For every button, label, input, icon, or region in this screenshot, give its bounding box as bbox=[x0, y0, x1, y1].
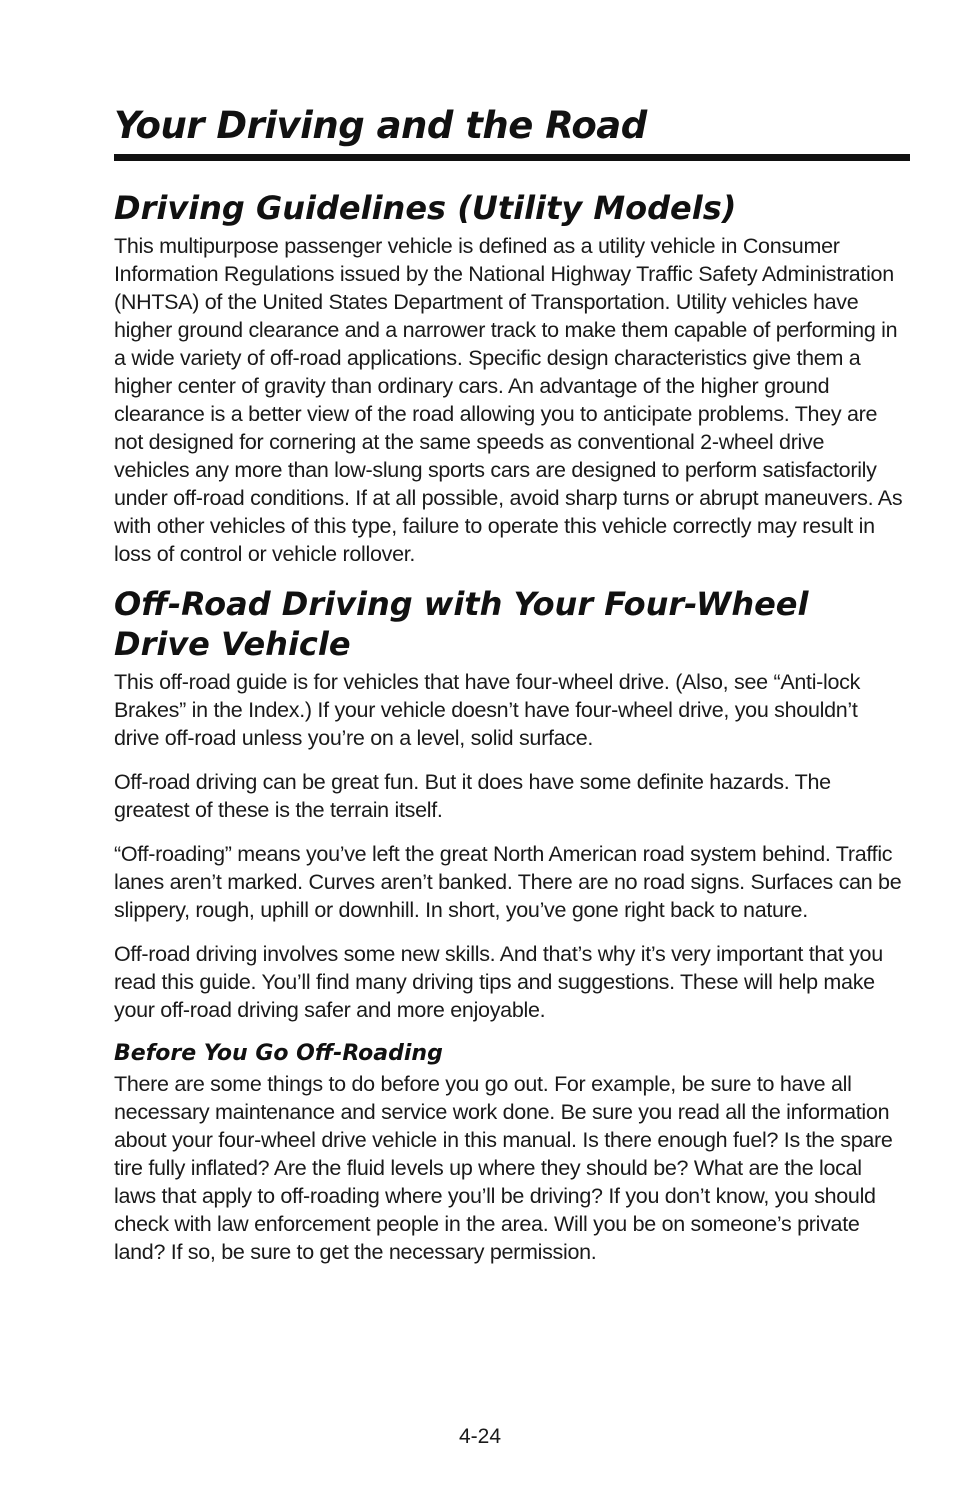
page-content bbox=[114, 188, 904, 1282]
paragraph: This off-road guide is for vehicles that have four-wheel drive. (Also, see “Anti-lock Brakes” in the Index.) If your vehicle doesn’t have four-wheel drive, you shouldn’t drive off-road unless you’re on a level, solid surface. bbox=[114, 670, 861, 750]
header-rule bbox=[114, 154, 910, 161]
paragraph: There are some things to do before you go out. For example, be sure to have all necessary maintenance and service work done. Be sure you read all the information about your four-wheel drive vehicle in this manual. Is there enough fuel? Is the spare tire fully inflated? Are the fluid levels up where they should be? What are the local laws that apply to off-roading where you’ll be driving? If you don’t know, you should check with law enforcement people in the area. Will you be on someone’s private land? If so, be sure to get the necessary permission. bbox=[114, 1072, 893, 1264]
page-number: 4-24 bbox=[458, 1425, 502, 1448]
section-utility-guidelines bbox=[114, 188, 904, 568]
section-heading-offroad: Off-Road Driving with Your Four-Wheel Drive Vehicle bbox=[114, 585, 809, 663]
paragraph: Off-road driving can be great fun. But it does have some definite hazards. The greatest of these is the terrain itself. bbox=[114, 770, 831, 822]
section-offroad-driving bbox=[114, 584, 904, 1266]
paragraph: “Off-roading” means you’ve left the great North American road system behind. Traffic lanes aren’t marked. Curves aren’t banked. There are no road signs. Surfaces can be slippery, rough, uphill or downhill. In short, you’ve gone right back to nature. bbox=[114, 842, 902, 922]
paragraph: Off-road driving involves some new skills. And that’s why it’s very important that you read this guide. You’ll find many driving tips and suggestions. These will help make your off-road driving safer and more enjoyable. bbox=[114, 942, 883, 1022]
chapter-title: Your Driving and the Road bbox=[114, 104, 647, 147]
section-heading-utility: Driving Guidelines (Utility Models) bbox=[114, 189, 737, 227]
paragraph: This multipurpose passenger vehicle is defined as a utility vehicle in Consumer Information Regulations issued by the National Highway Traffic Safety Administration (NHTSA) of the United States Department of Transportation. Utility vehicles have higher ground clearance and a narrower track to make them capable of performing in a wide variety of off-road applications. Specific design characteristics give them a higher center of gravity than ordinary cars. An advantage of the higher ground clearance is a better view of the road allowing you to anticipate problems. They are not designed for cornering at the same speeds as conventional 2-wheel drive vehicles any more than low-slung sports cars are designed to perform satisfactorily under off-road conditions. If at all possible, avoid sharp turns or abrupt maneuvers. As with other vehicles of this type, failure to operate this vehicle correctly may result in loss of control or vehicle rollover. bbox=[114, 234, 903, 566]
subsection-heading-before: Before You Go Off-Roading bbox=[114, 1041, 443, 1066]
